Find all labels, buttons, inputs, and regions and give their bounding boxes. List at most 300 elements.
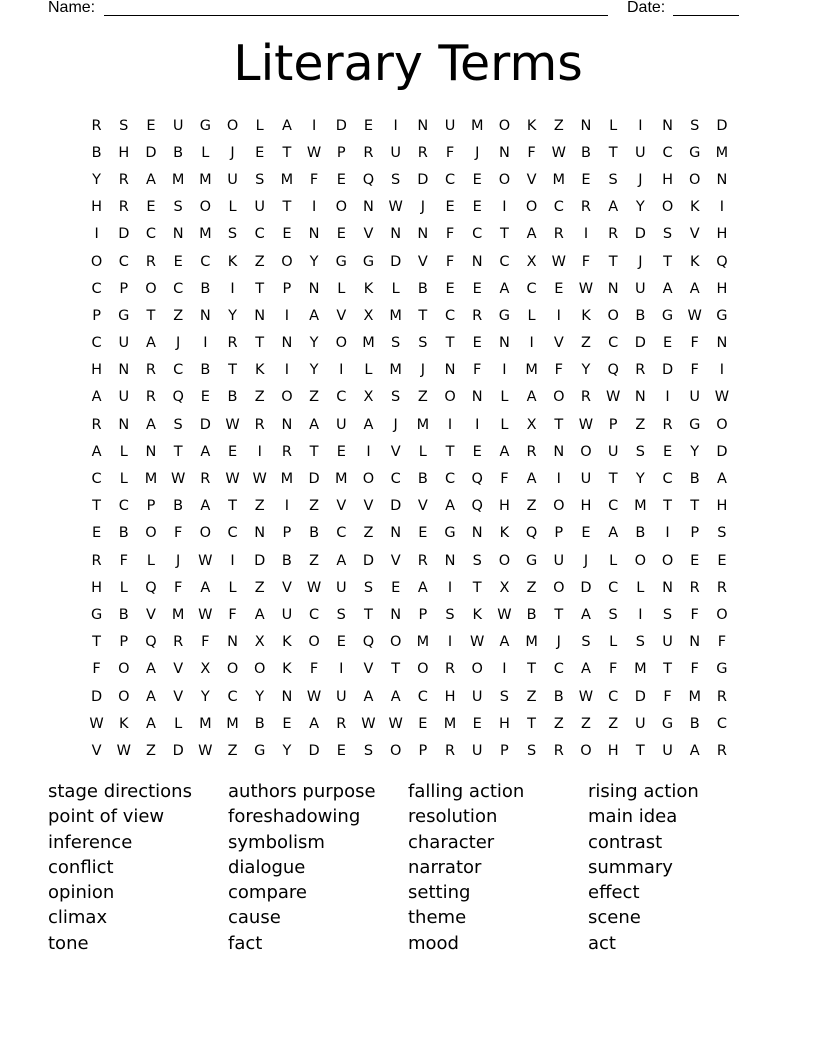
grid-letter: O [553,498,565,515]
grid-letter: M [199,171,212,188]
grid-letter: I [230,280,235,297]
grid-letter: L [500,389,509,406]
grid-letter: S [255,171,265,188]
grid-letter: M [416,634,430,651]
grid-letter: A [608,199,619,216]
grid-letter: T [527,661,537,678]
grid-letter: Y [92,171,102,188]
grid-letter: I [665,389,670,406]
grid-letter: S [581,634,591,651]
grid-letter: L [364,362,373,379]
grid-letter: U [444,117,456,134]
word-bank [48,779,768,956]
worksheet-header [48,0,748,20]
grid-letter: O [199,199,212,216]
grid-letter: F [717,634,727,651]
grid-letter: C [444,171,456,188]
grid-letter: I [665,525,670,542]
grid-letter: P [554,525,564,542]
grid-letter: R [716,688,727,705]
grid-letter: W [551,144,566,161]
grid-letter: H [498,715,510,732]
grid-letter: J [638,253,643,270]
grid-letter: E [472,280,482,297]
word-bank-item: point of view [48,806,165,828]
grid-letter: S [472,552,482,569]
grid-letter: E [363,117,374,134]
grid-letter: V [336,307,347,324]
grid-letter: B [281,552,292,569]
grid-letter: M [389,307,402,324]
grid-letter: R [227,335,238,352]
grid-letter: Z [254,579,265,596]
grid-letter: C [173,280,184,297]
grid-letter: R [145,253,156,270]
grid-letter: U [335,579,347,596]
grid-letter: D [661,362,674,379]
word-bank-item: effect [588,882,640,904]
grid-letter: Z [254,498,265,515]
grid-letter: W [605,389,621,406]
grid-letter: A [146,715,156,732]
grid-letter: Z [526,579,537,596]
grid-letter: R [91,117,102,134]
grid-letter: M [280,471,294,488]
grid-letter: O [199,525,212,542]
grid-letter: B [526,606,537,623]
grid-letter: K [499,525,510,542]
grid-letter: C [91,280,102,297]
grid-letter: P [92,307,101,324]
grid-letter: Z [309,389,320,406]
grid-letter: Z [227,742,238,759]
grid-letter: E [717,552,727,569]
grid-letter: U [580,471,592,488]
grid-letter: O [716,416,728,433]
word-bank-item: summary [588,856,673,878]
grid-letter: R [716,579,727,596]
grid-letter: T [499,226,509,243]
grid-letter: U [635,144,646,161]
word-bank-item: fact [228,932,263,954]
grid-letter: O [661,552,674,569]
grid-letter: I [366,443,371,460]
word-search-grid [83,112,736,765]
grid-letter: A [581,606,591,623]
grid-letter: D [390,498,402,515]
grid-letter: W [687,307,702,324]
grid-letter: E [282,715,292,732]
grid-letter: J [556,634,561,651]
grid-letter: U [662,742,673,759]
grid-letter: T [255,280,265,297]
grid-letter: P [418,606,428,623]
grid-letter: C [608,579,619,596]
grid-letter: T [92,634,102,651]
grid-letter: U [635,280,646,297]
grid-letter: E [472,199,482,216]
word-bank-item: contrast [588,831,663,853]
grid-letter: P [336,144,346,161]
grid-letter: M [280,171,294,188]
grid-letter: U [172,117,184,134]
grid-letter: X [200,661,211,678]
grid-letter: X [499,579,510,596]
grid-letter: Q [362,171,375,188]
grid-letter: E [445,199,455,216]
grid-letter: I [638,117,643,134]
grid-letter: E [336,226,346,243]
grid-letter: I [447,416,453,433]
grid-letter: O [226,661,239,678]
word-bank-item: inference [48,831,133,853]
grid-letter: T [445,335,455,352]
grid-letter: W [388,199,403,216]
grid-letter: T [418,307,428,324]
grid-letter: R [444,742,456,759]
grid-letter: T [690,498,700,515]
grid-letter: E [336,443,346,460]
grid-letter: L [609,634,618,651]
grid-letter: A [526,226,537,243]
grid-letter: A [608,525,619,542]
grid-letter: Q [172,389,184,406]
grid-letter: R [662,416,673,433]
grid-letter: A [281,117,292,134]
grid-letter: T [608,253,618,270]
grid-letter: L [255,117,264,134]
grid-letter: T [255,335,265,352]
grid-letter: Z [553,715,564,732]
grid-letter: W [198,552,213,569]
grid-letter: C [336,389,347,406]
grid-letter: F [663,688,672,705]
grid-letter: J [420,362,425,379]
grid-letter: G [498,307,511,324]
grid-letter: C [173,362,184,379]
grid-letter: H [607,742,619,759]
grid-letter: N [444,552,456,569]
grid-letter: N [281,416,293,433]
grid-letter: L [228,199,237,216]
grid-letter: G [362,253,375,270]
grid-letter: N [308,226,320,243]
grid-letter: T [146,307,156,324]
grid-letter: W [470,634,485,651]
grid-letter: S [526,742,537,759]
grid-letter: Z [309,498,320,515]
word-bank-item: mood [408,932,459,954]
grid-letter: O [471,661,483,678]
grid-letter: M [443,715,457,732]
grid-letter: N [254,307,266,324]
grid-letter: A [254,606,265,623]
grid-letter: C [608,498,619,515]
grid-letter: D [91,688,103,705]
grid-letter: U [281,606,293,623]
grid-letter: T [228,498,237,515]
grid-letter: E [146,199,156,216]
word-bank-item: character [408,831,495,853]
grid-letter: T [635,742,645,759]
grid-letter: M [335,471,348,488]
grid-letter: Z [173,307,184,324]
grid-letter: B [91,144,102,161]
grid-letter: O [498,171,511,188]
grid-letter: N [227,634,238,651]
grid-letter: Q [607,362,619,379]
grid-letter: V [173,661,184,678]
grid-letter: T [663,498,672,515]
grid-letter: Z [581,335,591,352]
grid-letter: N [580,117,592,134]
grid-letter: S [418,335,428,352]
grid-letter: U [607,443,619,460]
grid-letter: I [502,661,507,678]
grid-letter: F [581,253,591,270]
grid-letter: X [526,416,537,433]
grid-letter: R [580,389,591,406]
grid-letter: T [391,661,401,678]
grid-letter: O [498,552,511,569]
grid-letter: U [118,389,130,406]
grid-letter: Q [471,498,483,515]
grid-letter: V [689,226,700,243]
grid-letter: Z [553,117,564,134]
grid-letter: G [689,416,701,433]
grid-letter: K [282,661,292,678]
grid-letter: A [200,443,211,460]
grid-letter: I [529,335,534,352]
grid-letter: W [225,416,240,433]
grid-letter: S [690,117,700,134]
grid-letter: U [635,715,646,732]
grid-letter: R [145,362,156,379]
grid-letter: K [282,634,292,651]
grid-letter: K [363,280,374,297]
grid-letter: I [638,606,643,623]
grid-letter: N [417,117,429,134]
grid-letter: N [281,335,293,352]
grid-letter: S [499,688,510,705]
word-bank-item: symbolism [228,831,325,853]
grid-letter: T [309,443,319,460]
grid-letter: K [119,715,129,732]
grid-letter: R [254,416,265,433]
grid-letter: A [91,389,102,406]
grid-letter: V [526,171,537,188]
grid-letter: C [444,471,456,488]
grid-letter: W [388,715,403,732]
grid-letter: S [173,199,183,216]
grid-letter: V [363,226,374,243]
grid-letter: V [336,498,347,515]
grid-letter: C [336,525,347,542]
grid-letter: C [309,606,320,623]
grid-letter: E [472,443,482,460]
grid-letter: Z [526,688,537,705]
word-bank-item: dialogue [228,856,306,878]
grid-letter: V [390,552,401,569]
word-bank-item: cause [228,907,281,929]
grid-letter: S [608,606,618,623]
grid-letter: N [553,443,565,460]
grid-letter: G [199,117,211,134]
grid-letter: F [445,144,455,161]
grid-letter: M [470,117,484,134]
grid-letter: O [553,579,565,596]
grid-letter: E [662,443,673,460]
grid-letter: F [309,171,319,188]
grid-letter: A [689,742,700,759]
grid-letter: R [716,742,727,759]
grid-letter: O [254,661,266,678]
grid-letter: R [526,443,537,460]
grid-letter: B [689,715,700,732]
grid-letter: T [554,416,564,433]
grid-letter: M [416,416,430,433]
grid-letter: Z [146,742,156,759]
grid-letter: R [608,226,619,243]
grid-letter: B [118,525,129,542]
grid-letter: Y [309,362,319,379]
grid-letter: Q [145,579,157,596]
grid-letter: A [146,688,156,705]
grid-letter: L [418,443,427,460]
grid-letter: X [363,307,374,324]
grid-letter: N [254,525,266,542]
grid-letter: I [311,199,317,216]
grid-letter: H [498,498,510,515]
grid-letter: O [389,742,402,759]
grid-letter: N [281,688,293,705]
grid-letter: S [662,606,673,623]
grid-letter: I [393,117,398,134]
grid-letter: O [389,634,402,651]
grid-letter: J [420,199,425,216]
grid-letter: T [663,661,672,678]
grid-letter: P [146,498,156,515]
grid-letter: W [252,471,267,488]
grid-letter: H [716,226,728,243]
grid-letter: A [445,498,455,515]
grid-letter: G [525,552,538,569]
grid-letter: B [173,144,184,161]
grid-letter: C [227,525,238,542]
grid-letter: Z [254,253,265,270]
grid-letter: M [226,715,239,732]
grid-letter: B [635,307,646,324]
grid-letter: B [200,280,211,297]
grid-letter: Y [690,443,700,460]
grid-letter: S [227,226,238,243]
grid-letter: I [556,471,561,488]
grid-letter: W [170,471,186,488]
grid-letter: L [119,579,128,596]
grid-letter: U [471,688,483,705]
grid-letter: O [145,280,157,297]
grid-letter: I [284,498,290,515]
grid-letter: R [580,199,591,216]
grid-letter: D [390,253,402,270]
grid-letter: O [553,389,565,406]
word-bank-item: climax [48,907,108,929]
grid-letter: T [228,362,237,379]
grid-letter: F [445,226,455,243]
grid-letter: B [227,389,238,406]
grid-letter: F [608,661,618,678]
grid-letter: L [228,579,237,596]
grid-letter: Z [254,389,265,406]
grid-letter: N [444,362,456,379]
grid-letter: D [362,552,375,569]
grid-letter: A [91,443,102,460]
grid-letter: T [472,579,482,596]
grid-letter: W [198,742,213,759]
grid-letter: Y [228,307,237,324]
grid-letter: D [308,742,320,759]
grid-letter: P [608,416,618,433]
grid-letter: C [417,688,428,705]
grid-letter: R [91,416,102,433]
grid-letter: R [118,199,129,216]
grid-letter: U [553,552,565,569]
grid-letter: D [335,117,347,134]
grid-letter: I [719,362,725,379]
grid-letter: S [363,579,374,596]
grid-letter: T [282,144,292,161]
grid-letter: O [118,688,130,705]
grid-letter: V [173,688,184,705]
grid-letter: W [578,280,594,297]
grid-letter: Z [608,715,619,732]
grid-letter: C [526,280,537,297]
word-bank-item: authors purpose [228,781,376,802]
grid-letter: C [499,253,510,270]
date-blank-line [673,15,739,16]
grid-letter: K [526,117,537,134]
grid-letter: Z [417,389,428,406]
grid-letter: V [417,498,428,515]
grid-letter: A [499,634,510,651]
page-title: Literary Terms [233,35,583,92]
grid-letter: C [444,307,456,324]
grid-letter: N [716,335,728,352]
grid-letter: Z [581,715,591,732]
grid-letter: G [716,661,728,678]
grid-letter: H [716,498,728,515]
grid-letter: M [389,362,402,379]
grid-letter: C [91,471,102,488]
grid-letter: I [339,661,344,678]
grid-letter: E [581,171,591,188]
grid-letter: E [472,171,482,188]
grid-letter: N [308,280,320,297]
grid-letter: F [500,471,509,488]
grid-letter: B [635,525,646,542]
grid-letter: Y [309,335,319,352]
grid-letter: J [583,552,589,569]
grid-letter: I [94,226,99,243]
grid-letter: I [447,634,453,651]
grid-letter: M [525,634,538,651]
grid-letter: O [281,389,293,406]
word-bank-item: tone [48,932,89,954]
grid-letter: E [146,117,156,134]
grid-letter: W [306,579,322,596]
grid-letter: H [118,144,130,161]
grid-letter: Y [255,688,265,705]
